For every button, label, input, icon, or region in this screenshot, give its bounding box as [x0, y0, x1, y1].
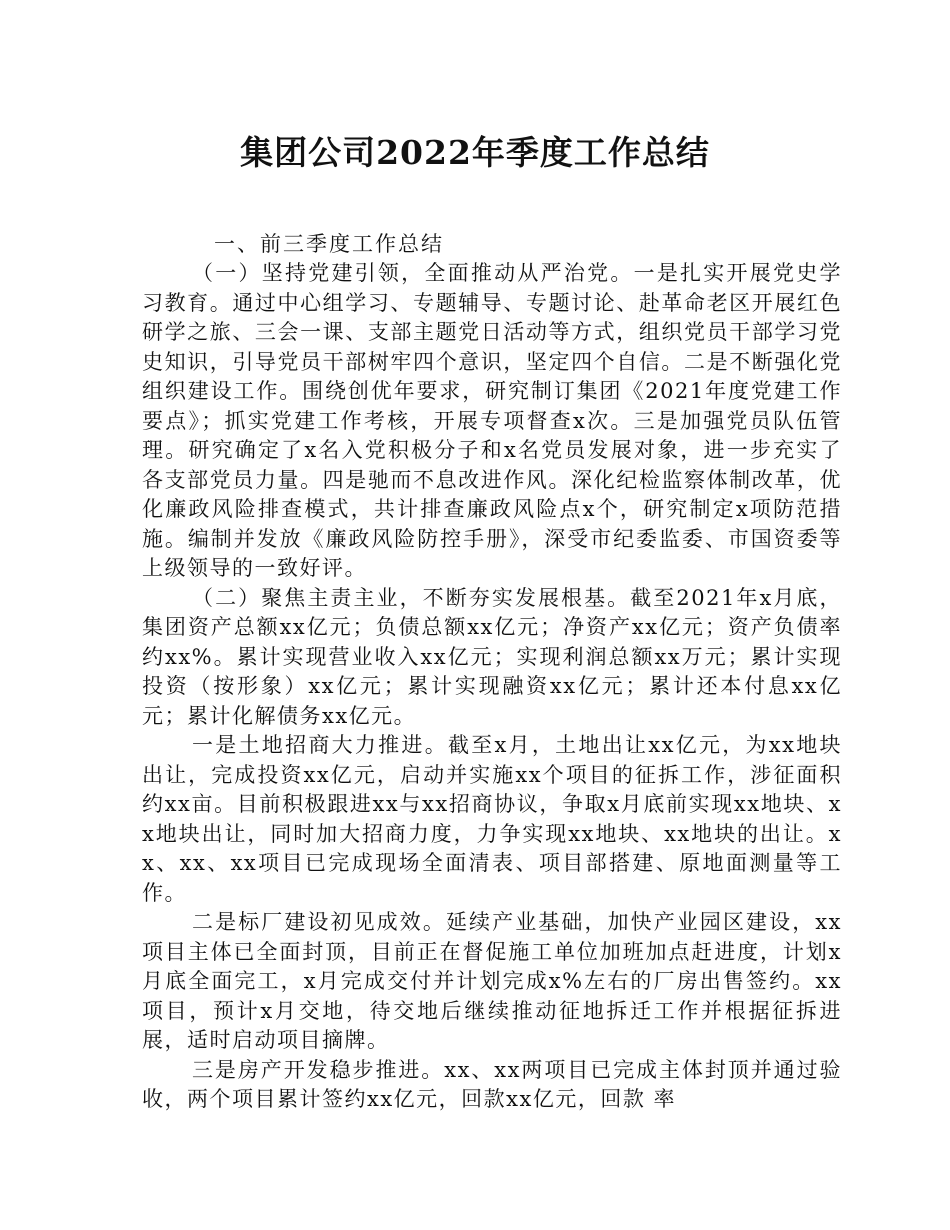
paragraph-factory-construction: 二是标厂建设初见成效。延续产业基础，加快产业园区建设，xx项目主体已全面封顶，目前正在督促施工单位加班加点赶进度，计划x月底全面完工，x月完成交付并计划完成x%左右的厂房出售签约。xx项目，预计x月交地，待交地后继续推动征地拆迁工作并根据征拆进展，适时启动项目摘牌。 [142, 910, 842, 1052]
document-body [142, 230, 842, 1115]
paragraph-real-estate: 三是房产开发稳步推进。xx、xx两项目已完成主体封顶并通过验收，两个项目累计签约xx亿元，回款xx亿元，回款 率 [142, 1057, 842, 1111]
paragraph-land-investment: 一是土地招商大力推进。截至x月，土地出让xx亿元，为xx地块出让，完成投资xx亿元，启动并实施xx个项目的征拆工作，涉征面积约xx亩。目前积极跟进xx与xx招商协议，争取x月底前实现xx地块、xx地块出让，同时加大招商力度，力争实现xx地块、xx地块的出让。xx、xx、xx项目已完成现场全面清表、项目部搭建、原地面测量等工作。 [142, 733, 842, 905]
paragraph-core-business: （二）聚焦主责主业，不断夯实发展根基。截至2021年x月底，集团资产总额xx亿元；负债总额xx亿元；净资产xx亿元；资产负债率约xx%。累计实现营业收入xx亿元；实现利润总额xx万元；累计实现投资（按形象）xx亿元；累计实现融资xx亿元；累计还本付息xx亿元；累计化解债务xx亿元。 [142, 585, 842, 728]
section-heading: 一、前三季度工作总结 [214, 232, 444, 256]
document-title: 集团公司2022年季度工作总结 [240, 133, 710, 172]
paragraph-party-building: （一）坚持党建引领，全面推动从严治党。一是扎实开展党史学习教育。通过中心组学习、专题辅导、专题讨论、赴革命老区开展红色研学之旅、三会一课、支部主题党日活动等方式，组织党员干部学习党史知识，引导党员干部树牢四个意识，坚定四个自信。二是不断强化党组织建设工作。围绕创优年要求，研究制订集团《2021年度党建工作要点》；抓实党建工作考核，开展专项督查x次。三是加强党员队伍管理。研究确定了x名入党积极分子和x名党员发展对象，进一步充实了各支部党员力量。四是驰而不息改进作风。深化纪检监察体制改革，优化廉政风险排查模式，共计排查廉政风险点x个，研究制定x项防范措施。编制并发放《廉政风险防控手册》，深受市纪委监委、市国资委等上级领导的一致好评。 [142, 261, 842, 580]
